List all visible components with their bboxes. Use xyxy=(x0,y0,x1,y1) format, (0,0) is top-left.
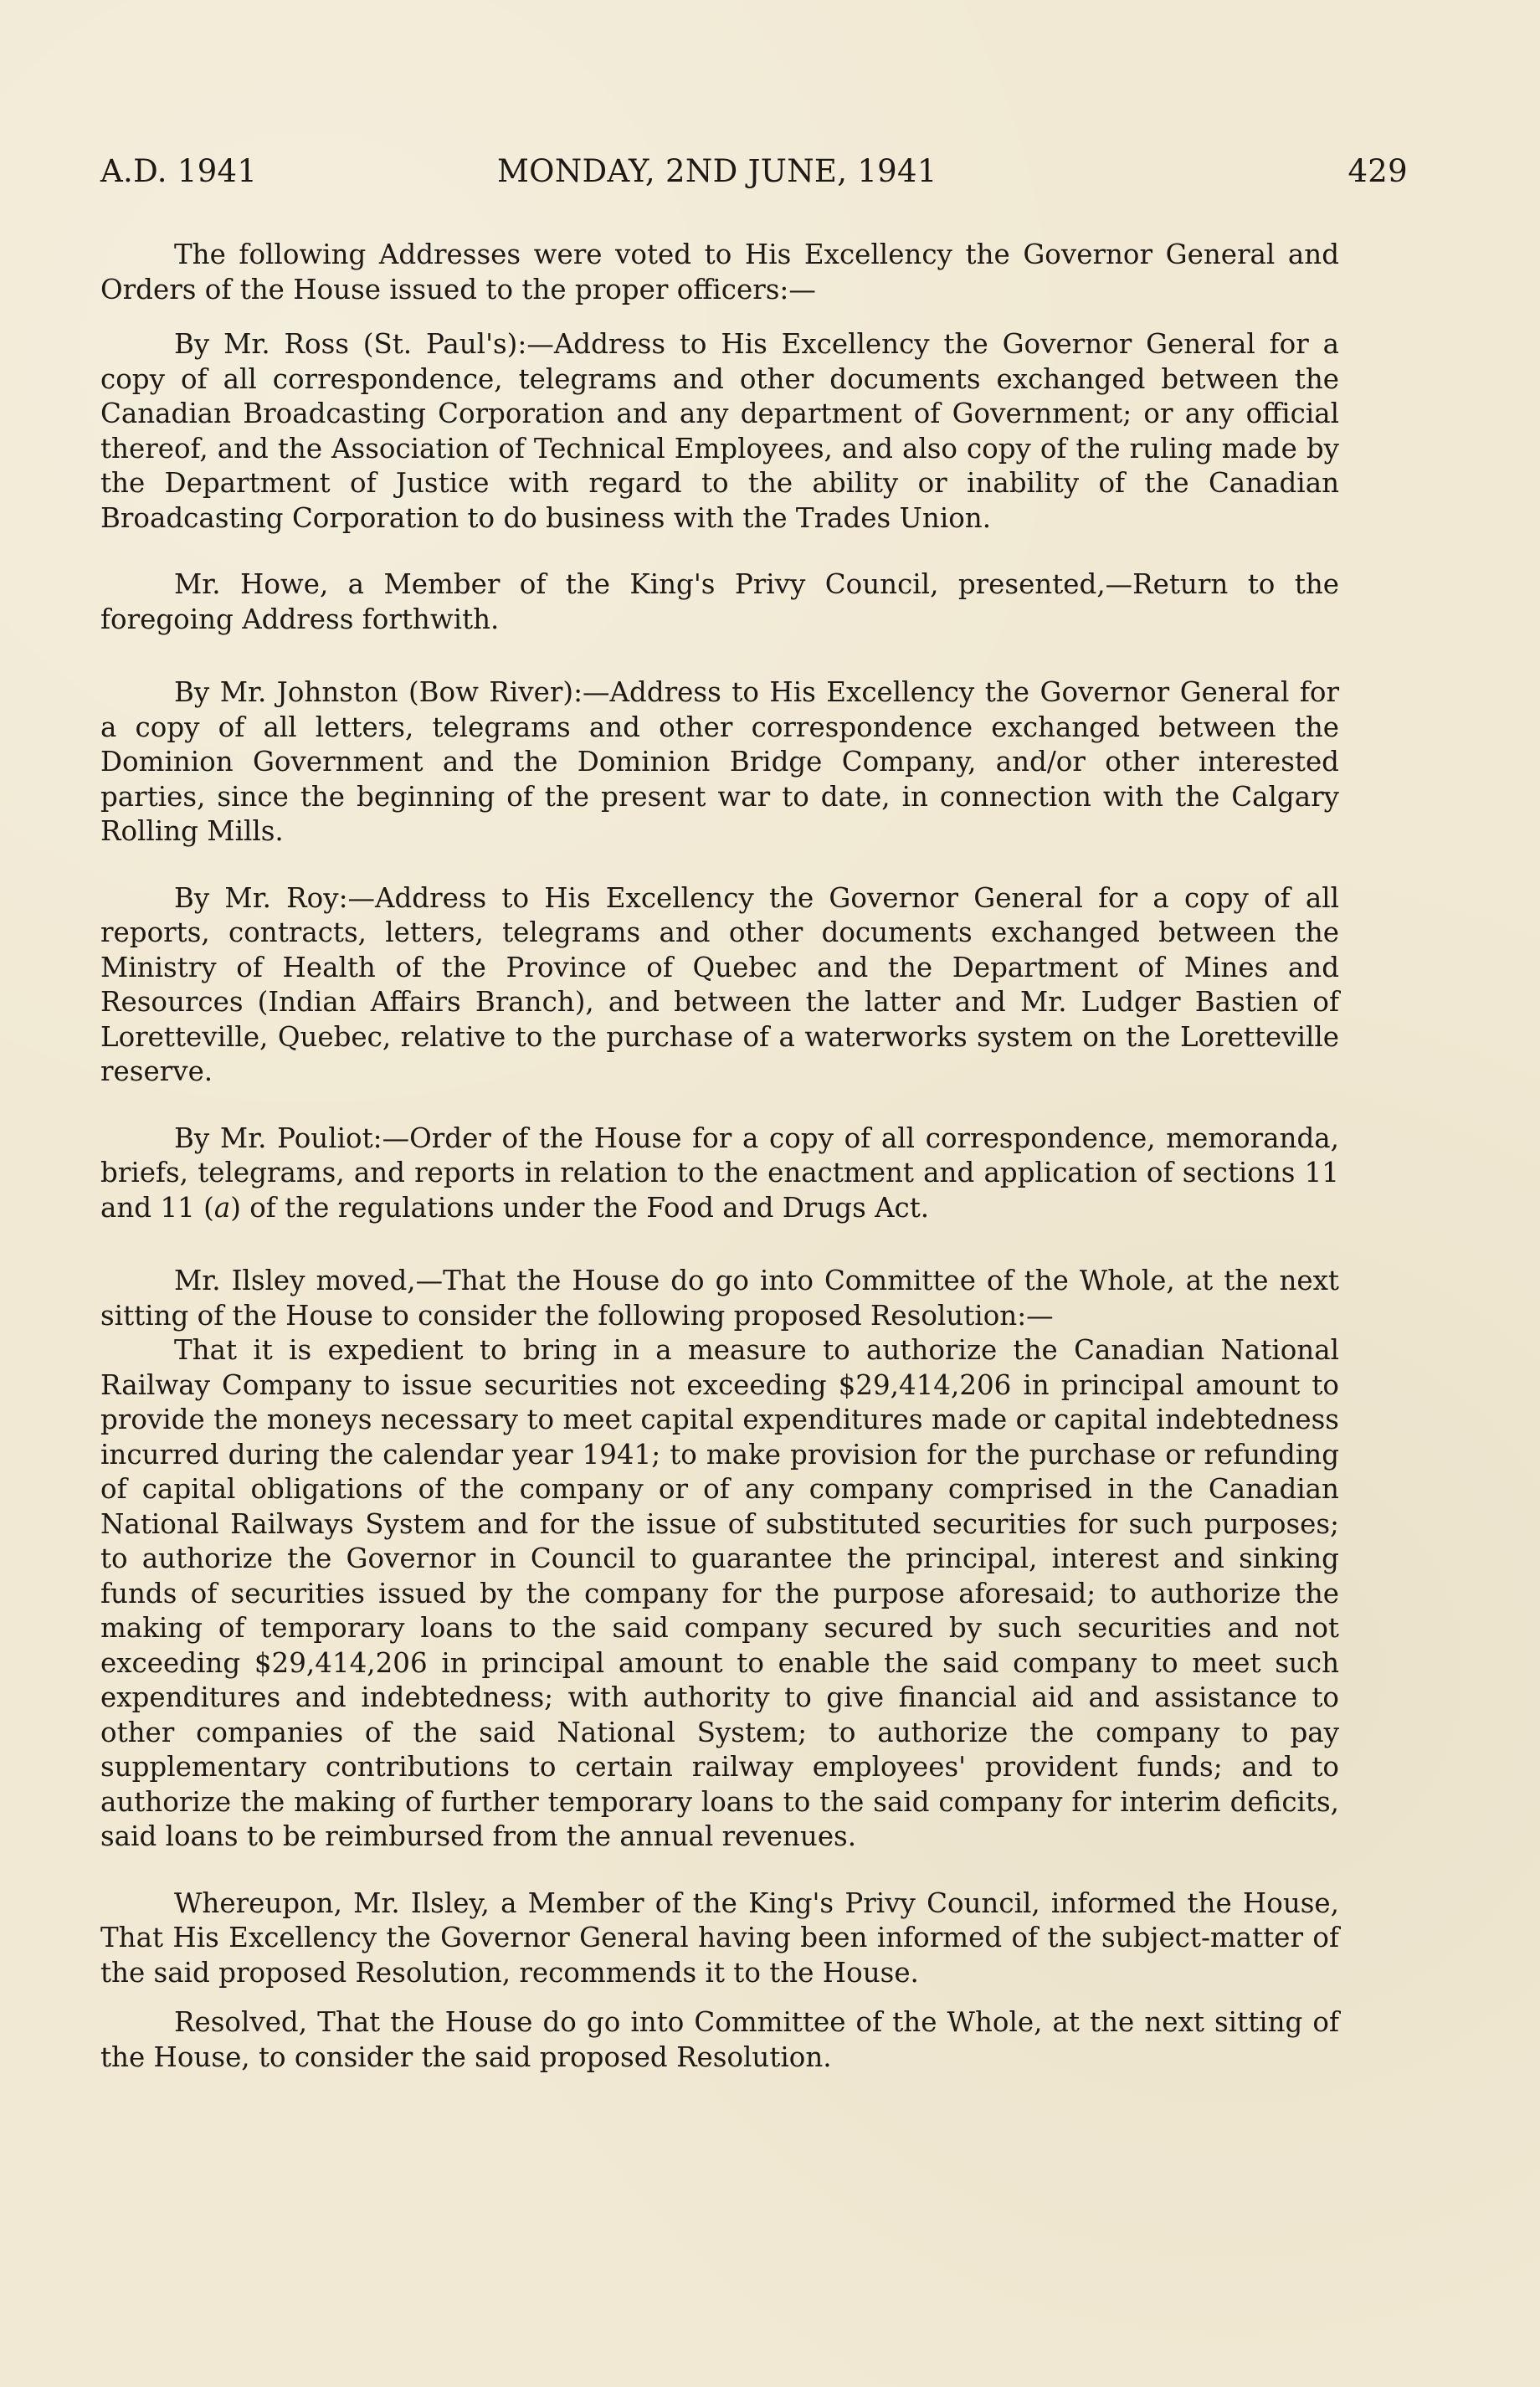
page-number: 429 xyxy=(1348,153,1408,189)
paragraph-whereupon: Whereupon, Mr. Ilsley, a Member of the King's Privy Council, informed the House, That His Excellency the Governor General having been informed of the subject-matter of the said proposed Resolution, recommends it to the House. xyxy=(100,1887,1339,1989)
paragraph-pouliot-italic-a: a xyxy=(213,1191,231,1224)
paragraph-pouliot-text-after: ) of the regulations under the Food and Drugs Act. xyxy=(230,1191,930,1224)
paragraph-ilsley-motion: Mr. Ilsley moved,—That the House do go into Committee of the Whole, at the next sitting of the House to consider the following proposed Resolution:— xyxy=(100,1265,1339,1332)
paragraph-johnston-address: By Mr. Johnston (Bow River):—Address to His Excellency the Governor General for a copy of all letters, telegrams and other correspondence exchanged between the Dominion Government and the Dominion Bridge Company, and/or other interested parties, since the beginning of the present war to date, in connection with the Calgary Rolling Mills. xyxy=(100,676,1339,847)
paragraph-addresses-voted: The following Addresses were voted to His Excellency the Governor General and Orders of the House issued to the proper officers:— xyxy=(100,239,1339,305)
paragraph-howe-return: Mr. Howe, a Member of the King's Privy Council, presented,—Return to the foregoing Address forthwith. xyxy=(100,568,1339,635)
paragraph-pouliot-order xyxy=(100,1122,1339,1226)
header-date: MONDAY, 2ND JUNE, 1941 xyxy=(497,153,937,189)
header-year: A.D. 1941 xyxy=(100,153,258,189)
paragraph-roy-address: By Mr. Roy:—Address to His Excellency the Governor General for a copy of all reports, contracts, letters, telegrams and other documents exchanged between the Ministry of Health of the Province of Quebec and the Department of Mines and Resources (Indian Affairs Branch), and between the latter and Mr. Ludger Bastien of Loretteville, Quebec, relative to the purchase of a waterworks system on the Loretteville reserve. xyxy=(100,881,1339,1087)
paragraph-ross-address: By Mr. Ross (St. Paul's):—Address to His Excellency the Governor General for a copy of all correspondence, telegrams and other documents exchanged between the Canadian Broadcasting Corporation and any department of Government; or any official thereof, and the Association of Technical Employees, and also copy of the ruling made by the Department of Justice with regard to the ability or inability of the Canadian Broadcasting Corporation to do business with the Trades Union. xyxy=(100,328,1339,534)
paragraph-proposed-resolution: That it is expedient to bring in a measure to authorize the Canadian National Railway Company to issue securities not exceeding $29,414,206 in principal amount to provide the moneys necessary to meet capital expenditures made or capital indebtedness incurred during the calendar year 1941; to make provision for the purchase or refunding of capital obligations of the company or of any company comprised in the Canadian National Railways System and for the issue of substituted securities for such purposes; to authorize the Governor in Council to guarantee the principal, interest and sinking funds of securities issued by the company for the purpose aforesaid; to authorize the making of temporary loans to the said company secured by such securities and not exceeding $29,414,206 in principal amount to enable the said company to meet such expenditures and indebtedness; with authority to give financial aid and assistance to other companies of the said National System; to authorize the company to pay supplementary contributions to certain railway employees' provident funds; and to authorize the making of further temporary loans to the said company for interim deficits, said loans to be reimbursed from the annual revenues. xyxy=(100,1334,1339,1852)
paragraph-pouliot-text-before: By Mr. Pouliot:—Order of the House for a copy of all correspondence, memoranda, briefs, telegrams, and reports in relation to the enactment and application of sections 11 and 11 ( xyxy=(100,1122,1339,1224)
paragraph-resolved: Resolved, That the House do go into Committee of the Whole, at the next sitting of the House, to consider the said proposed Resolution. xyxy=(100,2006,1339,2073)
document-body xyxy=(100,238,1339,2075)
page-header xyxy=(100,155,1408,188)
